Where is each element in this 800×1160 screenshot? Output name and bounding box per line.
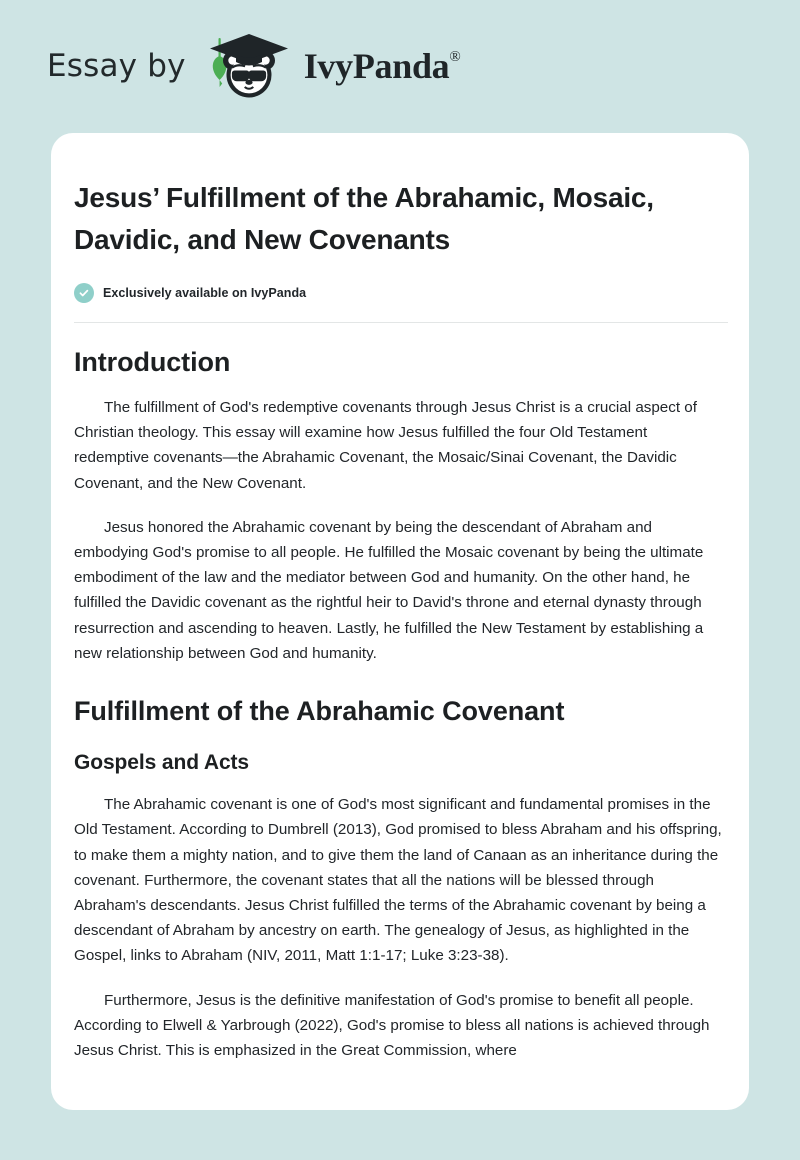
heading-introduction: Introduction <box>74 347 231 377</box>
page-header <box>0 0 800 132</box>
wordmark-text: IvyPanda <box>303 46 450 86</box>
card-inner <box>74 133 726 1063</box>
paragraph: Furthermore, Jesus is the definitive manifestation of God's promise to benefit all people. According to Elwell & Yarbrough (2022), God's promise to bless all nations is achieved through Jesus Christ. This is emphasized in the Great Commission, where <box>74 991 710 1060</box>
paragraph: The Abrahamic covenant is one of God's most significant and fundamental promises in the Old Testament. According to Dumbrell (2013), God promised to bless Abraham and his offspring, to make them a mighty nation, and to give them the land of Canaan as an inheritance during the covenant. Furthermore, the covenant states that all the nations will be blessed through Abraham's descendants. Jesus Christ fulfilled the terms of the Abrahamic covenant by being a descendant of Abraham by ancestry on earth. The genealogy of Jesus, as highlighted in the Gospel, links to Abraham (NIV, 2011, Matt 1:1-17; Luke 3:23-38). <box>74 796 722 965</box>
check-circle-icon <box>74 283 94 303</box>
paragraph: Jesus honored the Abrahamic covenant by being the descendant of Abraham and embodying God's promise to all people. He fulfilled the Mosaic covenant by being the ultimate embodiment of the law and the mediator between God and humanity. On the other hand, he fulfilled the Davidic covenant as the rightful heir to David's throne and eternal dynasty through resurrection and ascending to heaven. Lastly, he fulfilled the New Testament by establishing a new relationship between God and humanity. <box>74 518 704 662</box>
essay-by-label: Essay by <box>47 47 186 84</box>
ivypanda-wordmark <box>304 48 461 84</box>
heading-fulfillment-abrahamic-covenant: Fulfillment of the Abrahamic Covenant <box>74 696 565 727</box>
page-title: Jesus’ Fulfillment of the Abrahamic, Mosaic, Davidic, and New Covenants <box>74 182 654 255</box>
brand-row <box>47 30 460 102</box>
panda-graduate-icon <box>200 30 296 102</box>
heading-gospels-and-acts: Gospels and Acts <box>74 751 250 775</box>
registered-mark: ® <box>449 49 461 65</box>
paragraph: The fulfillment of God's redemptive covenants through Jesus Christ is a crucial aspect of Christian theology. This essay will examine how Jesus fulfilled the four Old Testament redemptive covenants—the Abrahamic Covenant, the Mosaic/Sinai Covenant, the Davidic Covenant, and the New Covenant. <box>74 399 697 492</box>
status-badge <box>74 283 726 303</box>
essay-card <box>51 133 749 1110</box>
status-badge-label: Exclusively available on IvyPanda <box>103 286 307 300</box>
title-divider <box>74 322 728 323</box>
ivypanda-logo[interactable] <box>200 30 461 102</box>
